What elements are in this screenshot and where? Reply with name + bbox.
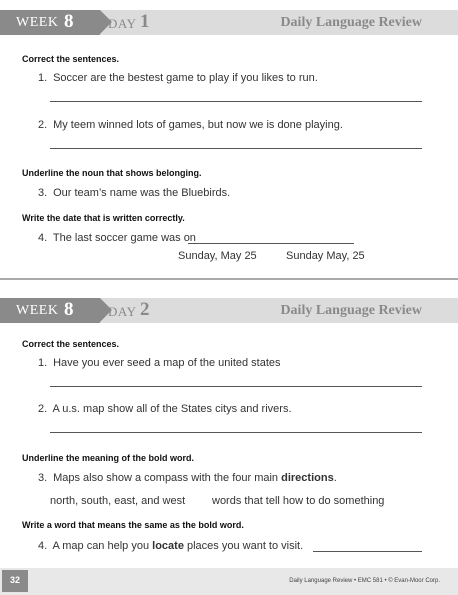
week-number: 8: [64, 11, 74, 32]
sentence-end: .: [333, 472, 337, 484]
sentence-text: Have you ever seed a map of the united states: [53, 357, 281, 369]
footer-credit: Daily Language Review • EMC 581 • © Evan-Moor Corp.: [289, 578, 440, 584]
sentence-text: Soccer are the bestest game to play if you likes to run.: [53, 72, 318, 84]
section-title: Daily Language Review: [280, 303, 422, 318]
item-number: 3.: [38, 472, 48, 484]
week-badge: [0, 298, 100, 323]
item-number: 3.: [38, 187, 48, 199]
sentence-2: [38, 403, 292, 415]
instruction-underline: Underline the noun that shows belonging.: [22, 168, 202, 178]
instruction-synonym: Write a word that means the same as the bold word.: [22, 520, 244, 530]
sentence-text: Our team’s name was the Bluebirds.: [53, 187, 231, 199]
sentence-text: Maps also show a compass with the four main: [53, 472, 279, 484]
week-label: WEEK: [16, 15, 59, 30]
answer-line-4[interactable]: [188, 243, 354, 244]
week-badge: [0, 10, 100, 35]
item-number: 4.: [38, 540, 48, 552]
sentence-3: [38, 187, 230, 199]
answer-line-1[interactable]: [50, 101, 422, 102]
sentence-text: A map can help you: [52, 540, 150, 552]
bold-word: locate: [152, 540, 184, 552]
date-option-b: Sunday May, 25: [286, 250, 365, 262]
item-number: 2.: [38, 119, 48, 131]
day-label: DAY: [108, 16, 137, 31]
bold-word: directions: [281, 472, 334, 484]
sentence-1: [38, 72, 318, 84]
instruction-correct: Correct the sentences.: [22, 339, 120, 349]
date-option-a: Sunday, May 25: [178, 250, 257, 262]
sentence-text: My teem winned lots of games, but now we is done playing.: [53, 119, 343, 131]
day-number: 2: [140, 299, 150, 320]
section-divider: [0, 278, 458, 280]
sentence-2: [38, 119, 343, 131]
answer-line-2[interactable]: [50, 432, 422, 433]
instruction-underline: Underline the meaning of the bold word.: [22, 453, 195, 463]
meaning-option-a: north, south, east, and west: [50, 495, 186, 507]
sentence-end: places you want to visit.: [187, 540, 304, 552]
item-number: 2.: [38, 403, 48, 415]
meaning-option-b: words that tell how to do something: [212, 495, 385, 507]
sentence-4: [38, 232, 196, 244]
sentence-1: [38, 357, 281, 369]
item-number: 4.: [38, 232, 48, 244]
sentence-text: The last soccer game was on: [52, 232, 196, 244]
week-number: 8: [64, 299, 74, 320]
item-number: 1.: [38, 72, 48, 84]
sentence-text: A u.s. map show all of the States citys and rivers.: [52, 403, 292, 415]
page-number: 32: [9, 575, 20, 585]
answer-line-2[interactable]: [50, 148, 422, 149]
section-title: Daily Language Review: [280, 15, 422, 30]
page-number-box: [2, 570, 28, 592]
week-label: WEEK: [16, 303, 59, 318]
item-number: 1.: [38, 357, 48, 369]
answer-line-4[interactable]: [313, 551, 422, 552]
day1-header: [0, 10, 458, 35]
day2-header: [0, 298, 458, 323]
instruction-date: Write the date that is written correctly.: [22, 213, 185, 223]
day-number: 1: [140, 11, 150, 32]
answer-line-1[interactable]: [50, 386, 422, 387]
sentence-3: [38, 472, 337, 484]
instruction-correct: Correct the sentences.: [22, 54, 120, 64]
day-label: DAY: [108, 304, 137, 319]
sentence-4: [38, 540, 303, 552]
